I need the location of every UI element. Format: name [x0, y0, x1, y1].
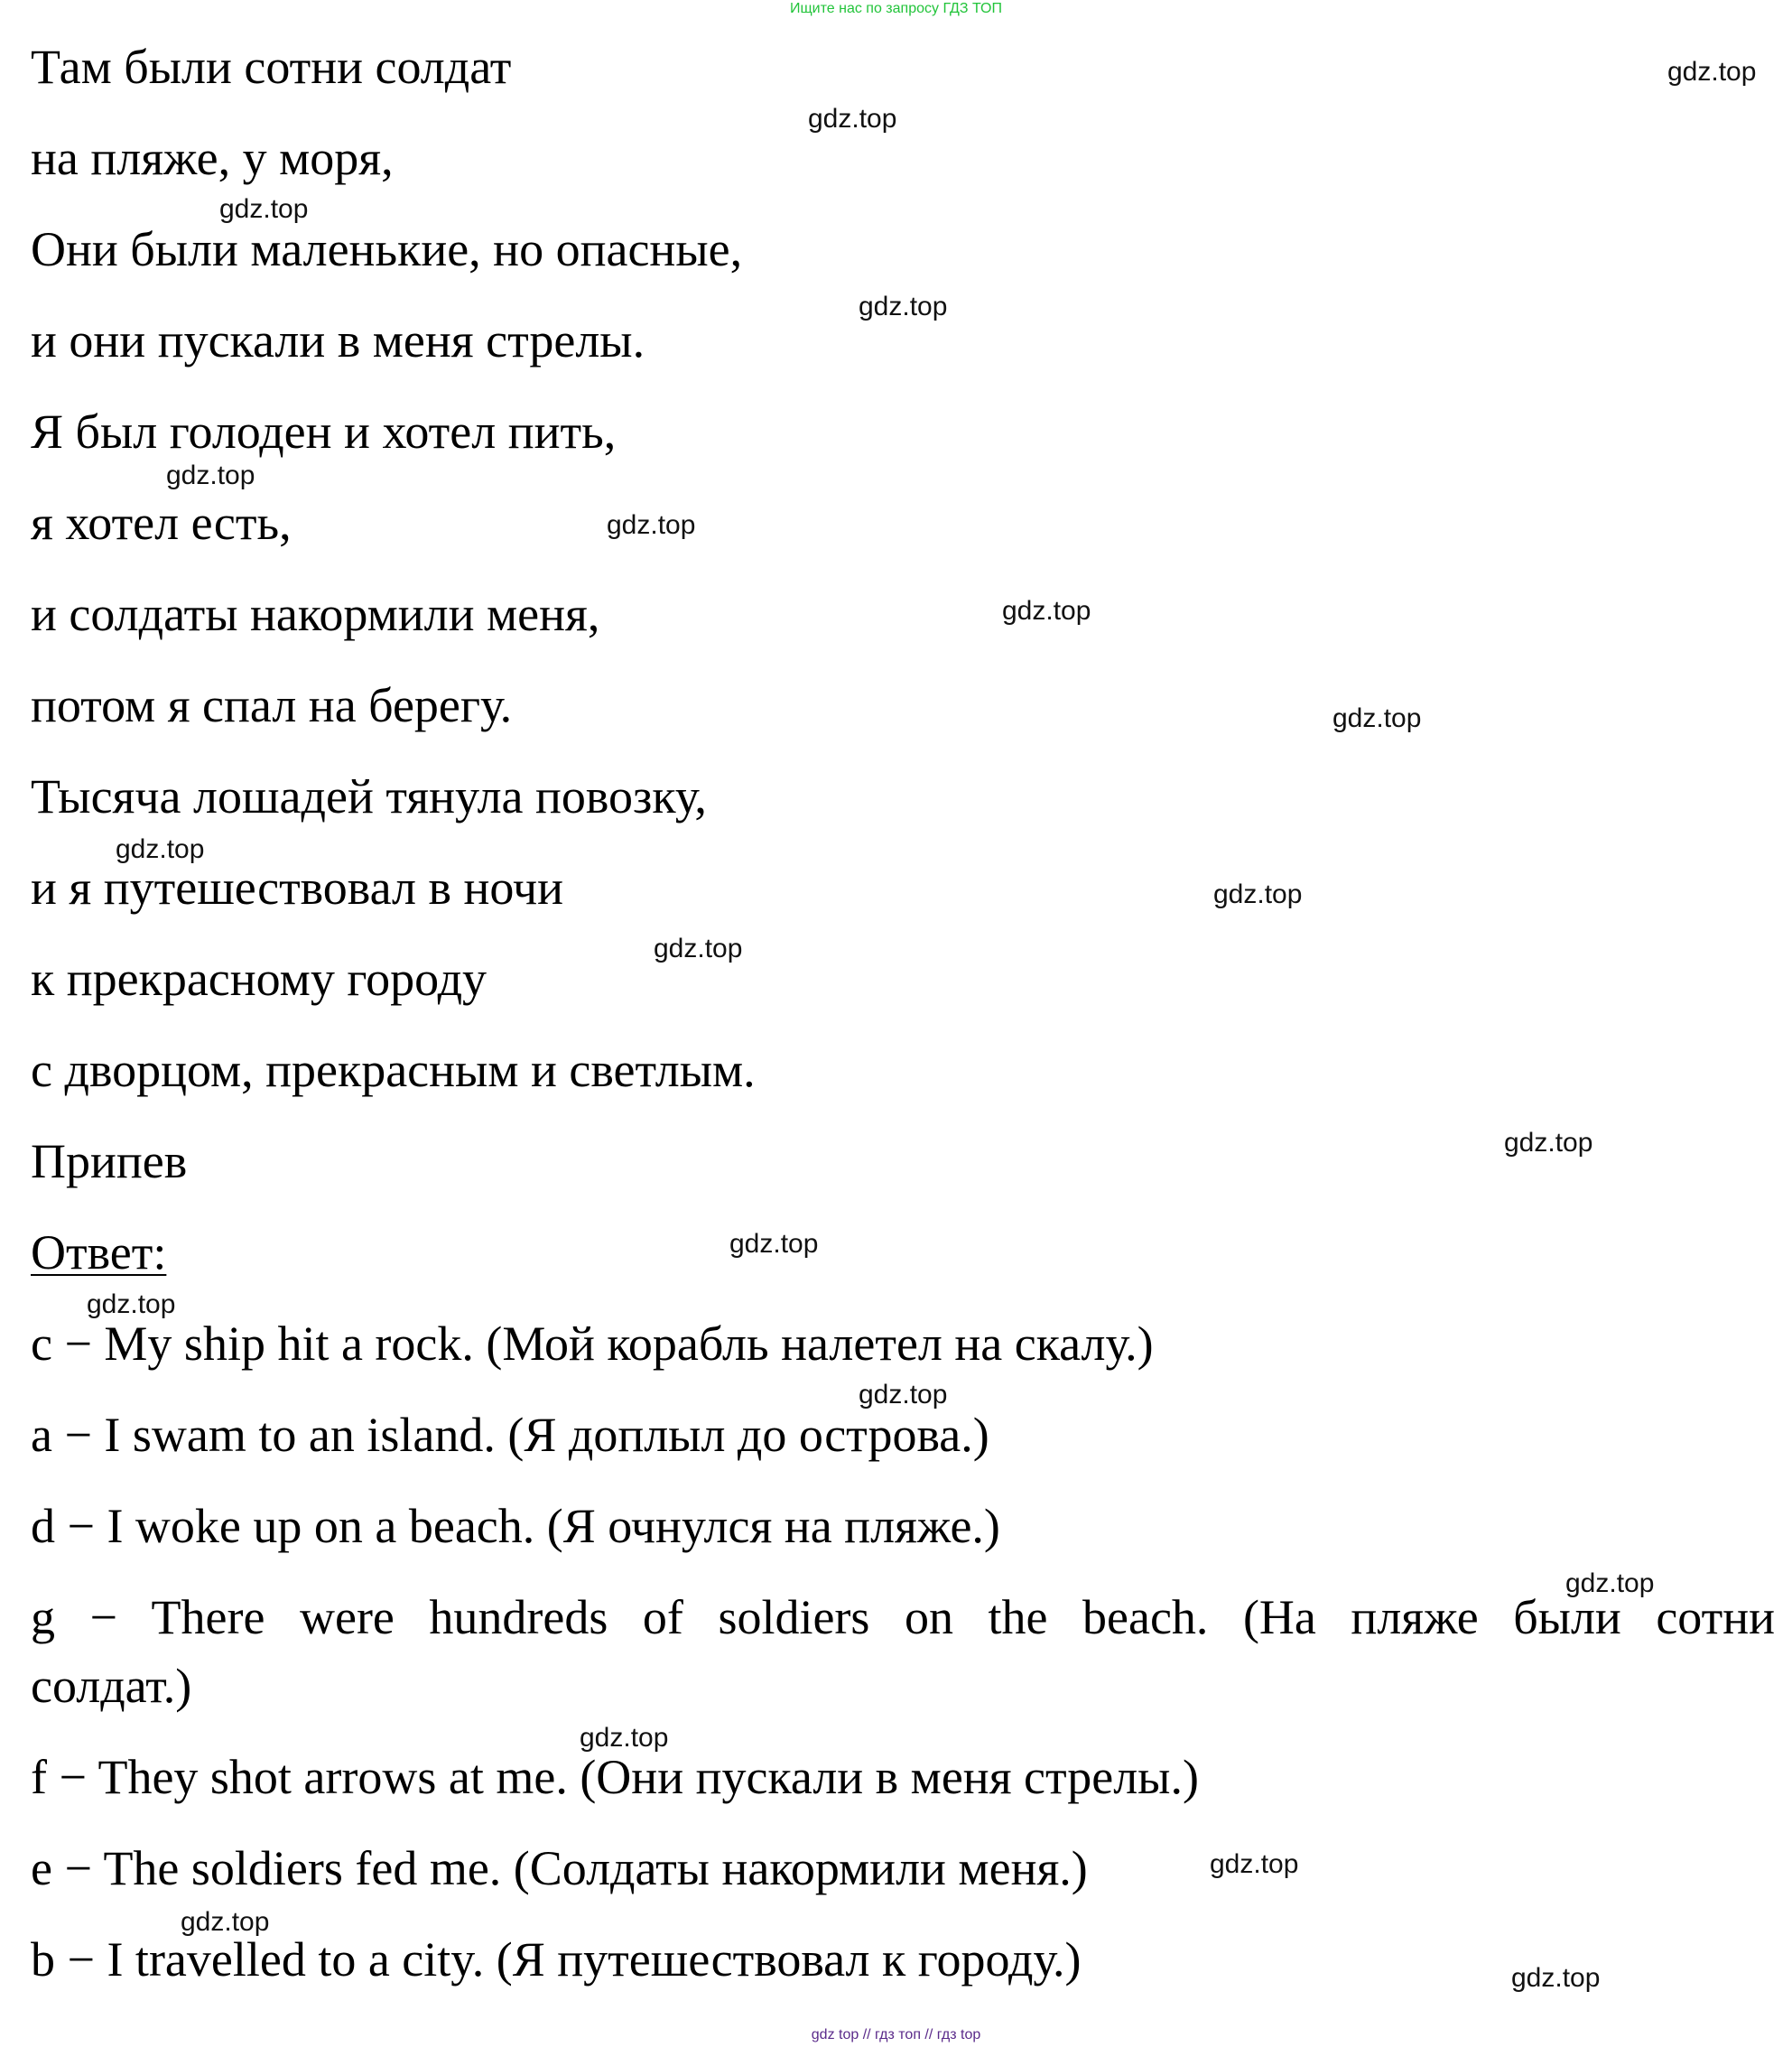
watermark: gdz.top [116, 834, 205, 864]
poem-line-12: с дворцом, прекрасным и светлым. [31, 1043, 756, 1097]
watermark: gdz.top [580, 1723, 669, 1753]
watermark: gdz.top [219, 194, 309, 224]
watermark: gdz.top [654, 934, 743, 963]
watermark: gdz.top [1210, 1849, 1299, 1879]
footer-text: gdz top // гдз топ // гдз top [811, 2027, 981, 2042]
watermark: gdz.top [1002, 596, 1091, 626]
answer-heading: Ответ: [31, 1225, 167, 1279]
watermark: gdz.top [607, 510, 696, 540]
answer-item-3: d − I woke up on a beach. (Я очнулся на пляже.) [31, 1499, 1000, 1553]
watermark: gdz.top [729, 1229, 819, 1259]
watermark: gdz.top [1213, 879, 1303, 909]
watermark: gdz.top [859, 292, 948, 321]
answer-item-6: e − The soldiers fed me. (Солдаты накормили меня.) [31, 1841, 1088, 1895]
watermark: gdz.top [808, 104, 897, 134]
watermark: gdz.top [166, 461, 255, 490]
watermark: gdz.top [1667, 57, 1757, 87]
watermark: gdz.top [87, 1289, 176, 1319]
poem-line-9: Тысяча лошадей тянула повозку, [31, 769, 707, 823]
answer-item-1: c − My ship hit a rock. (Мой корабль налетел на скалу.) [31, 1317, 1154, 1371]
answer-item-4-continued: солдат.) [31, 1659, 192, 1713]
answer-item-5: f − They shot arrows at me. (Они пускали в меня стрелы.) [31, 1750, 1199, 1804]
poem-line-1: Там были сотни солдат [31, 40, 512, 94]
watermark: gdz.top [859, 1380, 948, 1410]
answer-item-7: b − I travelled to a city. (Я путешествовал к городу.) [31, 1932, 1082, 1987]
answer-item-4: g − There were hundreds of soldiers on the beach. (На пляже были сотни [31, 1590, 1775, 1644]
poem-line-2: на пляже, у моря, [31, 131, 394, 185]
poem-line-7: и солдаты накормили меня, [31, 587, 600, 641]
poem-line-10: и я путешествовал в ночи [31, 861, 564, 915]
poem-line-6: я хотел есть, [31, 496, 292, 550]
poem-line-5: Я был голоден и хотел пить, [31, 405, 617, 459]
watermark: gdz.top [1511, 1963, 1601, 1993]
watermark: gdz.top [1504, 1128, 1593, 1158]
watermark: gdz.top [1332, 703, 1422, 733]
poem-line-8: потом я спал на берегу. [31, 678, 513, 732]
watermark: gdz.top [181, 1907, 270, 1937]
poem-line-11: к прекрасному городу [31, 952, 487, 1006]
top-banner: Ищите нас по запросу ГДЗ ТОП [790, 1, 1002, 16]
answer-item-2: a − I swam to an island. (Я доплыл до острова.) [31, 1408, 989, 1462]
poem-line-4: и они пускали в меня стрелы. [31, 313, 645, 368]
poem-line-3: Они были маленькие, но опасные, [31, 222, 743, 276]
poem-line-13: Припев [31, 1134, 188, 1188]
watermark: gdz.top [1565, 1568, 1655, 1598]
